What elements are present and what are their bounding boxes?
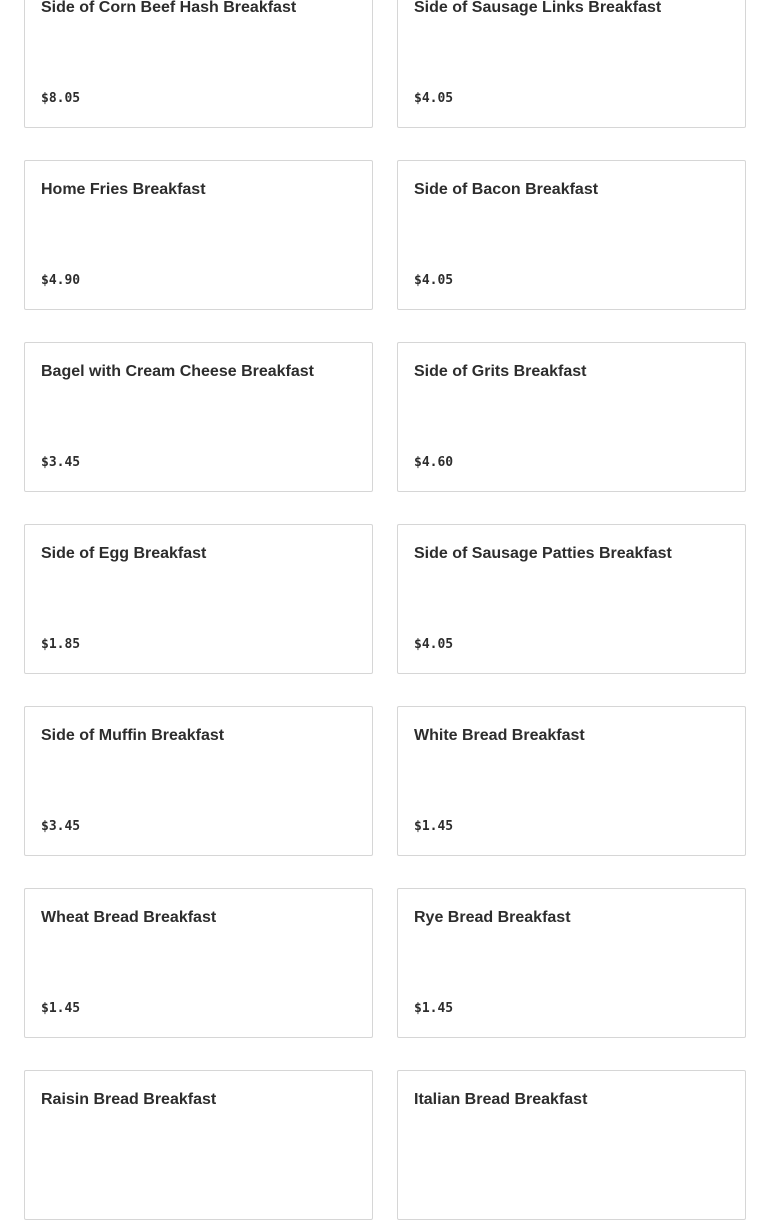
menu-item-name: Side of Grits Breakfast <box>414 363 587 380</box>
menu-item-card[interactable] <box>24 342 373 492</box>
menu-item-card[interactable] <box>397 706 746 856</box>
menu-item-price: $1.45 <box>41 1001 81 1016</box>
menu-item-card[interactable] <box>397 888 746 1038</box>
menu-item-price: $1.45 <box>414 819 454 834</box>
menu-item-name: White Bread Breakfast <box>414 727 585 744</box>
menu-item-name: Side of Sausage Patties Breakfast <box>414 545 672 562</box>
menu-item-card[interactable] <box>397 524 746 674</box>
menu-item-card[interactable] <box>24 706 373 856</box>
menu-item-name: Home Fries Breakfast <box>41 181 206 198</box>
menu-item-card[interactable] <box>24 0 373 128</box>
menu-item-card[interactable] <box>24 524 373 674</box>
menu-item-card[interactable] <box>397 1070 746 1220</box>
menu-item-card[interactable] <box>397 160 746 310</box>
menu-item-card[interactable] <box>24 160 373 310</box>
menu-item-name: Side of Egg Breakfast <box>41 545 207 562</box>
menu-item-grid <box>24 0 746 1220</box>
menu-item-name: Wheat Bread Breakfast <box>41 909 217 926</box>
menu-item-price: $4.60 <box>414 455 454 470</box>
menu-item-card[interactable] <box>397 342 746 492</box>
menu-item-name: Bagel with Cream Cheese Breakfast <box>41 363 314 380</box>
menu-item-name: Italian Bread Breakfast <box>414 1091 588 1108</box>
menu-item-price: $4.05 <box>414 273 454 288</box>
menu-item-card[interactable] <box>24 888 373 1038</box>
menu-item-name: Side of Sausage Links Breakfast <box>414 0 662 16</box>
menu-item-price: $1.85 <box>41 637 81 652</box>
menu-item-price: $1.45 <box>414 1001 454 1016</box>
menu-item-card[interactable] <box>24 1070 373 1220</box>
menu-item-name: Rye Bread Breakfast <box>414 909 571 926</box>
menu-item-name: Side of Muffin Breakfast <box>41 727 225 744</box>
menu-item-name: Side of Bacon Breakfast <box>414 181 599 198</box>
menu-item-price: $4.05 <box>414 637 454 652</box>
menu-item-price: $3.45 <box>41 819 81 834</box>
menu-item-price: $4.90 <box>41 273 81 288</box>
menu-item-price: $4.05 <box>414 91 454 106</box>
menu-item-name: Side of Corn Beef Hash Breakfast <box>41 0 297 16</box>
menu-item-price: $3.45 <box>41 455 81 470</box>
menu-item-name: Raisin Bread Breakfast <box>41 1091 217 1108</box>
menu-item-price: $8.05 <box>41 91 81 106</box>
menu-item-card[interactable] <box>397 0 746 128</box>
